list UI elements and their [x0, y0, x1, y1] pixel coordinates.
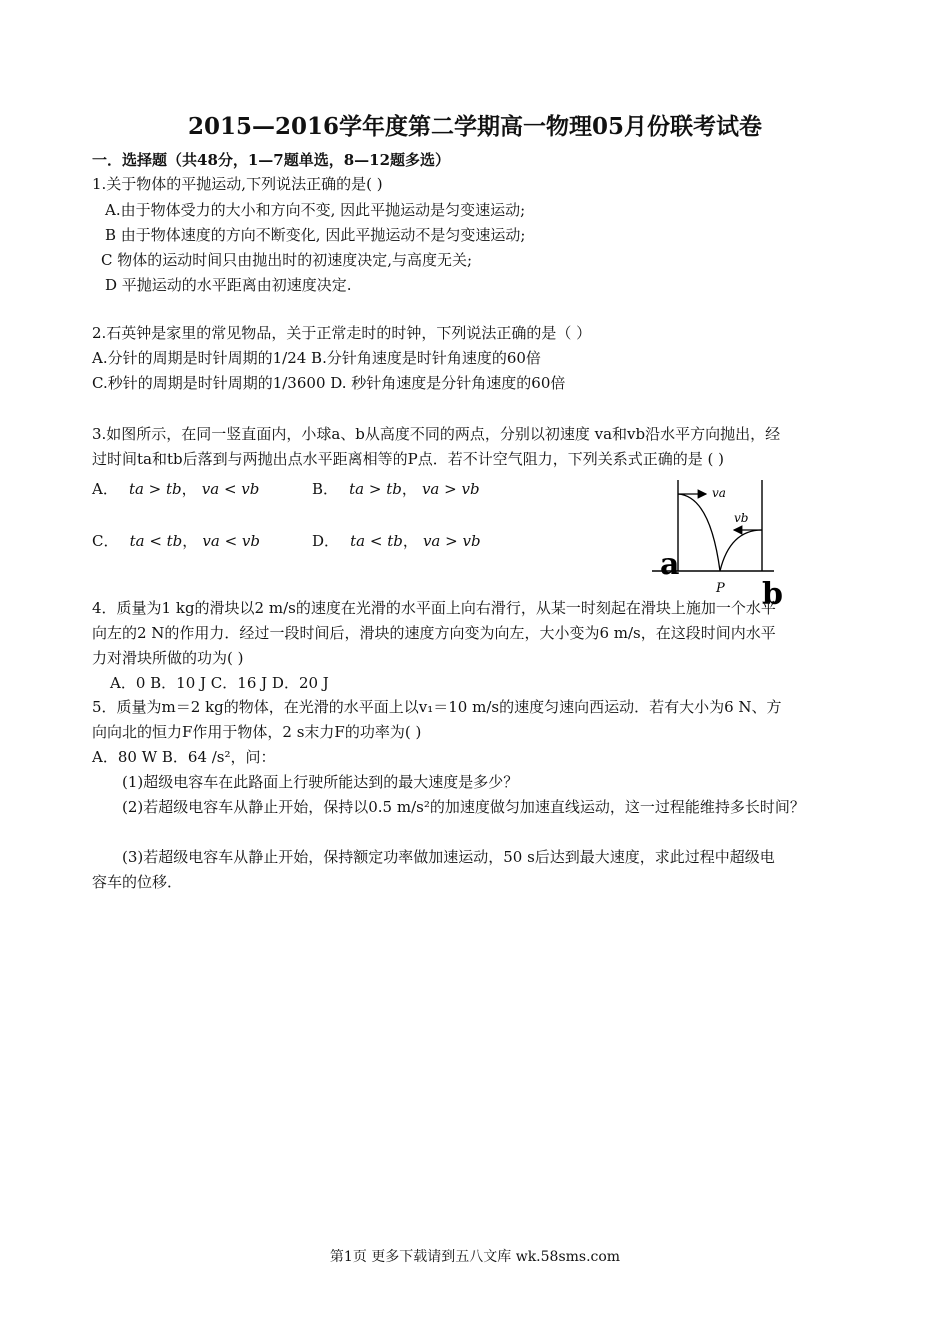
- q3-option-a-expr2: va < vb: [201, 480, 260, 498]
- q5-subquestion-2: (2)若超级电容车从静止开始，保持以0.5 m/s²的加速度做匀加速直线运动，这一过程能维持多长时间？: [122, 798, 805, 816]
- projectile-diagram: [650, 470, 783, 612]
- q4-stem-line2: 向左的2 N的作用力．经过一段时间后，滑块的速度方向变为向左，大小变为6 m/s，在这段时间内水平: [92, 624, 776, 642]
- q1-option-b: B 由于物体速度的方向不断变化, 因此平抛运动不是匀变速运动;: [105, 226, 526, 244]
- point-a-label: a: [660, 547, 680, 582]
- q2-options-ab: A.分针的周期是时针周期的1/24 B.分针角速度是时针角速度的60倍: [92, 349, 541, 367]
- q5-subquestion-1: (1)超级电容车在此路面上行驶所能达到的最大速度是多少？: [122, 773, 519, 791]
- va-label: va: [712, 486, 726, 500]
- q5-stem-line3: A．80 W B．64 /s²，问：: [92, 748, 276, 766]
- q1-option-a: A.由于物体受力的大小和方向不变, 因此平抛运动是匀变速运动;: [105, 201, 526, 219]
- q3-option-c-label: C．: [92, 532, 119, 550]
- q3-option-b-label: B．: [312, 480, 339, 498]
- q1-option-c: C 物体的运动时间只由抛出时的初速度决定,与高度无关;: [101, 251, 473, 269]
- q5-stem-line1: 5．质量为m＝2 kg的物体，在光滑的水平面上以v₁＝10 m/s的速度匀速向西运动．若有大小为6 N、方: [92, 698, 782, 716]
- q5-subquestion-3-line1: (3)若超级电容车从静止开始，保持额定功率做加速运动，50 s后达到最大速度，求此过程中超级电: [122, 848, 775, 866]
- trajectory-b: [720, 530, 762, 571]
- q3-option-d-expr1: ta < tb: [350, 532, 403, 550]
- vb-label: vb: [734, 511, 749, 525]
- trajectory-a: [678, 494, 720, 571]
- q3-option-c-expr1: ta < tb: [129, 532, 183, 550]
- q3-option-a: A． ta > tb， va < vb: [92, 480, 260, 498]
- q3-stem-line1: 3.如图所示，在同一竖直面内，小球a、b从高度不同的两点，分别以初速度 va和vb沿水平方向抛出，经: [92, 425, 781, 443]
- q1-stem: 1.关于物体的平抛运动,下列说法正确的是( ): [92, 175, 383, 193]
- q3-option-a-expr1: ta > tb: [128, 480, 182, 498]
- q2-stem: 2.石英钟是家里的常见物品，关于正常走时的时钟，下列说法正确的是（ ）: [92, 324, 592, 342]
- q2-options-cd: C.秒针的周期是时针周期的1/3600 D. 秒针角速度是分针角速度的60倍: [92, 374, 566, 392]
- q3-option-b: B． ta > tb， va > vb: [312, 480, 480, 498]
- page-title: 2015—2016学年度第二学期高一物理05月份联考试卷: [187, 113, 763, 140]
- q3-option-b-expr1: ta > tb: [349, 480, 402, 498]
- q4-options: A．0 B．10 J C．16 J D．20 J: [110, 674, 329, 692]
- q3-option-d: D． ta < tb， va > vb: [312, 532, 481, 550]
- q5-stem-line2: 向向北的恒力F作用于物体，2 s末力F的功率为( ): [92, 723, 422, 741]
- q4-stem-line3: 力对滑块所做的功为( ): [92, 649, 244, 667]
- q3-option-c: C． ta < tb， va < vb: [92, 532, 261, 550]
- q3-option-b-expr2: va > vb: [421, 480, 480, 498]
- q3-option-d-label: D．: [312, 532, 340, 550]
- point-b-label: b: [762, 577, 783, 612]
- q3-option-a-label: A．: [92, 480, 118, 498]
- point-p-label: P: [716, 581, 725, 596]
- q4-stem-line1: 4．质量为1 kg的滑块以2 m/s的速度在光滑的水平面上向右滑行，从某一时刻起在滑块上施加一个水平: [92, 599, 776, 617]
- q5-subquestion-3-line2: 容车的位移．: [92, 873, 183, 891]
- section-heading: 一．选择题（共48分，1—7题单选，8—12题多选）: [92, 151, 451, 169]
- q3-option-d-expr2: va > vb: [422, 532, 481, 550]
- page-footer: 第1页 更多下载请到五八文库 wk.58sms.com: [329, 1249, 621, 1265]
- q1-option-d: D 平抛运动的水平距离由初速度决定.: [105, 276, 352, 294]
- q3-stem-line2: 过时间ta和tb后落到与两抛出点水平距离相等的P点．若不计空气阻力，下列关系式正确的是 ( ): [92, 450, 724, 468]
- q3-option-c-expr2: va < vb: [202, 532, 261, 550]
